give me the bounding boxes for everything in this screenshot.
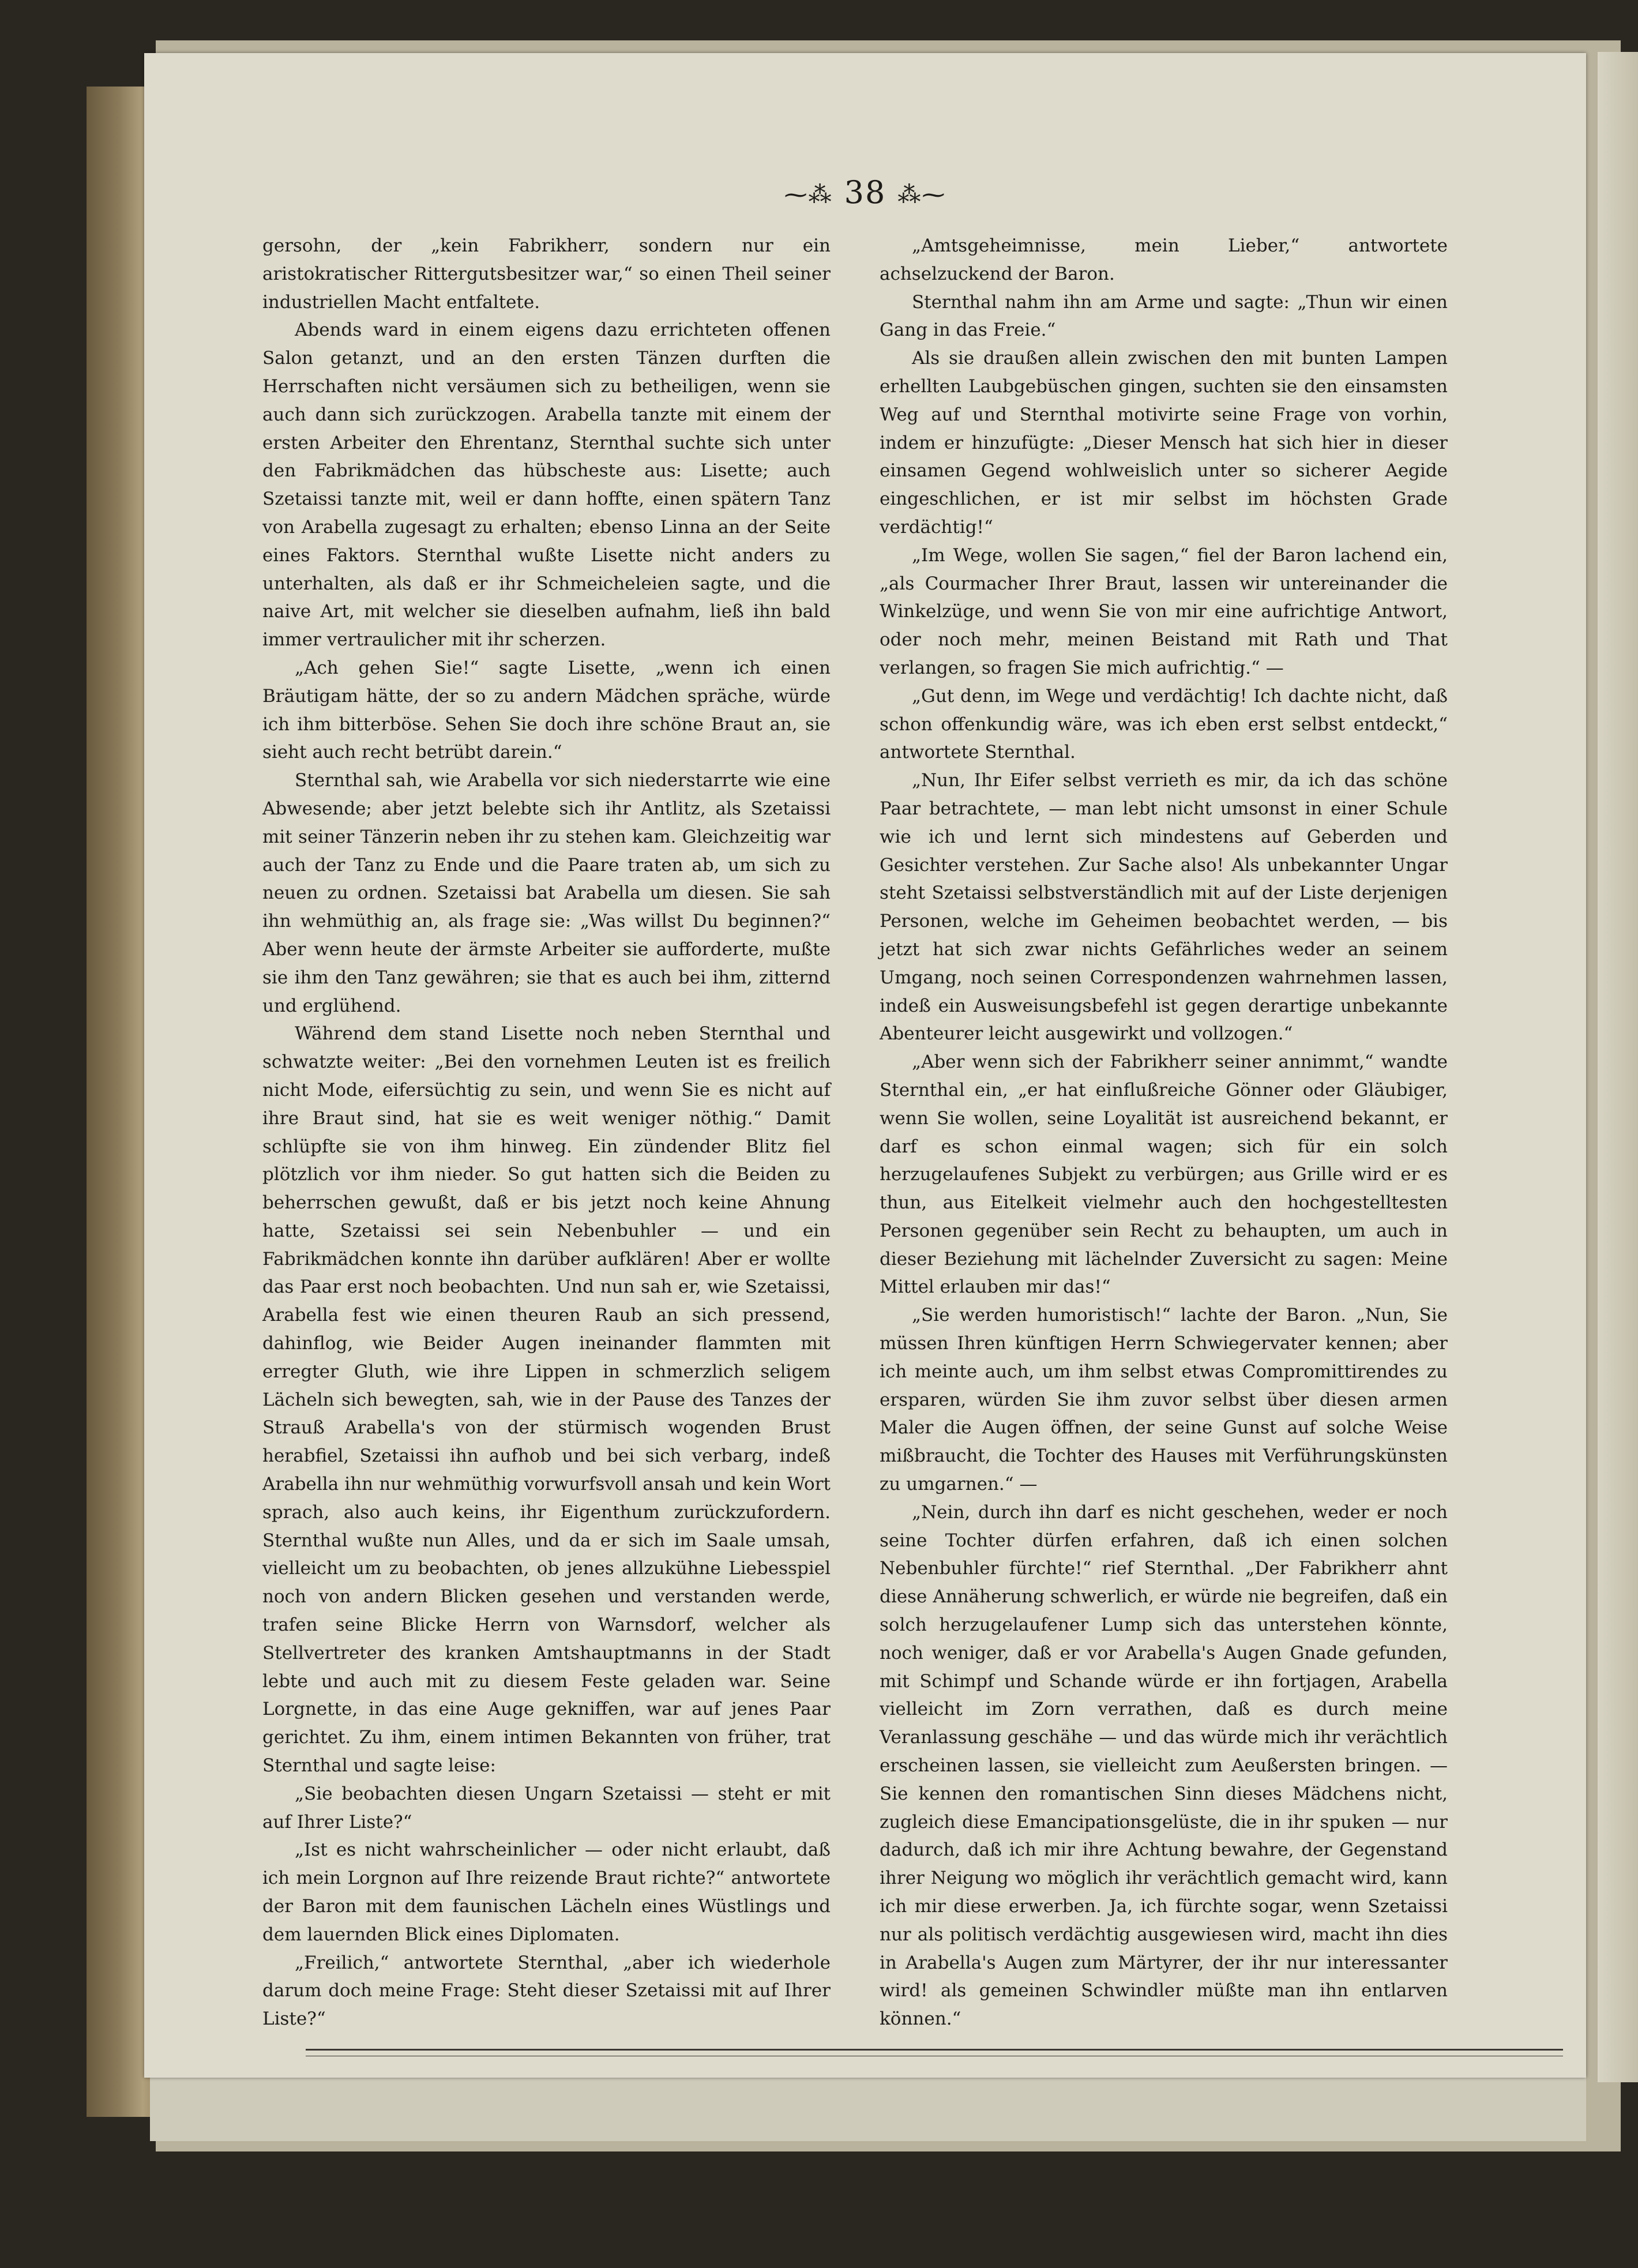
- next-page-edge: [1598, 52, 1638, 2082]
- paragraph: gersohn, der „kein Fabrikherr, sondern nur ein aristokratischer Rittergutsbesitzer war,“ so einen Theil seiner industriellen Macht entfaltete.: [262, 235, 831, 313]
- paragraph: Sternthal sah, wie Arabella vor sich niederstarrte wie eine Abwesende; aber jetzt belebte sich ihr Antlitz, als Szetaissi mit seiner Tänzerin neben ihr zu stehen kam. Gleichzeitig war auch der Tanz zu Ende und die Paare traten ab, um sich zu neuen zu ordnen. Szetaissi bat Arabella um diesen. Sie sah ihn wehmüthig an, als frage sie: „Was willst Du beginnen?“ Aber wenn heute der ärmste Arbeiter sie aufforderte, mußte sie ihm den Tanz gewähren; sie that es auch bei ihm, zitternd und erglühend.: [262, 770, 831, 1016]
- paragraph: „Ist es nicht wahrscheinlicher — oder nicht erlaubt, daß ich mein Lorgnon auf Ihre reizende Braut richte?“ antwortete der Baron mit dem faunischen Lächeln eines Wüstlings und dem lauernden Blick eines Diplomaten.: [262, 1839, 831, 1945]
- page-header: [144, 174, 1586, 211]
- paragraph: Als sie draußen allein zwischen den mit bunten Lampen erhellten Laubgebüschen gingen, suchten sie den einsamsten Weg auf und Sternthal motivirte seine Frage von vorhin, indem er hinzufügte: „Dieser Mensch hat sich hier in dieser einsamen Gegend wohlweislich unter so sicherer Aegide eingeschlichen, er ist mir selbst im höchsten Grade verdächtig!“: [880, 348, 1448, 538]
- paragraph: „Freilich,“ antwortete Sternthal, „aber ich wiederhole darum doch meine Frage: Steht dieser Szetaissi mit auf Ihrer Liste?“: [262, 1952, 831, 2030]
- right-column: [880, 232, 1448, 2033]
- newspaper-page: [144, 53, 1586, 2078]
- paragraph: „Nun, Ihr Eifer selbst verrieth es mir, da ich das schöne Paar betrachtete, — man lebt nicht umsonst in einer Schule wie ich und lernt sich mindestens auf Geberden und Gesichter verstehen. Zur Sache also! Als unbekannter Ungar steht Szetaissi selbstverständlich mit auf der Liste derjenigen Personen, welche im Geheimen beobachtet werden, — bis jetzt hat sich zwar nichts Gefährliches weder an seinem Umgang, noch seinen Correspondenzen wahrnehmen lassen, indeß ein Ausweisungsbefehl ist gegen derartige unbekannte Abenteurer leicht ausgewirkt und vollzogen.“: [880, 770, 1448, 1045]
- paragraph: „Aber wenn sich der Fabrikherr seiner annimmt,“ wandte Sternthal ein, „er hat einflußreiche Gönner oder Gläubiger, wenn Sie wollen, seine Loyalität ist ausreichend bekannt, er darf es schon einmal wagen; sich für ein solch herzugelaufenes Subjekt zu verbürgen; aus Grille wird er es thun, aus Eitelkeit vielmehr auch den hochgestelltesten Personen gegenüber sein Recht zu behaupten, um auch in dieser Beziehung mit lächelnder Zuversicht zu sagen: Meine Mittel erlauben mir das!“: [880, 1052, 1448, 1298]
- paragraph: Sternthal nahm ihn am Arme und sagte: „Thun wir einen Gang in das Freie.“: [880, 291, 1448, 341]
- ornament-right-icon: ⁂⁓: [897, 182, 946, 208]
- paragraph: „Sie beobachten diesen Ungarn Szetaissi — steht er mit auf Ihrer Liste?“: [262, 1783, 831, 1833]
- paragraph: „Sie werden humoristisch!“ lachte der Baron. „Nun, Sie müssen Ihren künftigen Herrn Schwiegervater kennen; aber ich meinte auch, um ihm selbst etwas Compromittirendes zu ersparen, würden Sie ihm zuvor selbst über diesen armen Maler die Augen öffnen, der seine Gunst auf solche Weise mißbraucht, die Tochter des Hauses mit Verführungskünsten zu umgarnen.“ —: [880, 1305, 1448, 1495]
- bottom-rule: [306, 2049, 1563, 2051]
- page-bottom-edge: [150, 2077, 1586, 2141]
- page-number: 38: [844, 174, 886, 211]
- paragraph: „Nein, durch ihn darf es nicht geschehen, weder er noch seine Tochter dürfen erfahren, daß ich einen solchen Nebenbuhler fürchte!“ rief Sternthal. „Der Fabrikherr ahnt diese Annäherung schwerlich, er würde nie begreifen, daß ein solch herzugelaufener Lump sich das unterstehen könnte, noch weniger, daß er vor Arabella's Augen Gnade gefunden, mit Schimpf und Schande würde er ihn fortjagen, Arabella vielleicht im Zorn verrathen, daß es durch meine Veranlassung geschähe — und das würde mich ihr verächtlich erscheinen lassen, sie vielleicht zum Aeußersten bringen. — Sie kennen den romantischen Sinn dieses Mädchens nicht, zugleich diese Emancipationsgelüste, die in ihr spuken — nur dadurch, daß ich mir ihre Achtung bewahre, der Gegenstand ihrer Neigung wo möglich ihr verächtlich gemacht wird, kann ich mir diese erwerben. Ja, ich fürchte sogar, wenn Szetaissi nur als politisch verdächtig ausgewiesen wird, macht ihn dies in Arabella's Augen zum Märtyrer, der ihr nur interessanter wird! als gemeinen Schwindler müßte man ihn entlarven können.“: [880, 1501, 1448, 2030]
- ornament-left-icon: ⁓⁂: [784, 182, 833, 208]
- paragraph: Abends ward in einem eigens dazu errichteten offenen Salon getanzt, und an den ersten Tänzen durften die Herrschaften nicht versäumen sich zu betheiligen, wenn sie auch dann sich zurückzogen. Arabella tanzte mit einem der ersten Arbeiter den Ehrentanz, Sternthal suchte sich unter den Fabrikmädchen das hübscheste aus: Lisette; auch Szetaissi tanzte mit, weil er dann hoffte, einen spätern Tanz von Arabella zugesagt zu erhalten; ebenso Linna an der Seite eines Faktors. Sternthal wußte Lisette nicht anders zu unterhalten, als daß er ihr Schmeicheleien sagte, und die naive Art, mit welcher sie dieselben aufnahm, ließ ihn bald immer vertraulicher mit ihr scherzen.: [262, 320, 831, 651]
- paragraph: „Im Wege, wollen Sie sagen,“ fiel der Baron lachend ein, „als Courmacher Ihrer Braut, lassen wir untereinander die Winkelzüge, und wenn Sie von mir eine aufrichtige Antwort, oder noch mehr, meinen Beistand mit Rath und That verlangen, so fragen Sie mich aufrichtig.“ —: [880, 545, 1448, 678]
- paragraph: „Amtsgeheimnisse, mein Lieber,“ antwortete achselzuckend der Baron.: [880, 235, 1448, 284]
- paragraph: „Ach gehen Sie!“ sagte Lisette, „wenn ich einen Bräutigam hätte, der so zu andern Mädchen spräche, würde ich ihm bitterböse. Sehen Sie doch ihre schöne Braut an, sie sieht auch recht betrübt darein.“: [262, 657, 831, 763]
- paragraph: „Gut denn, im Wege und verdächtig! Ich dachte nicht, daß schon offenkundig wäre, was ich eben erst selbst entdeckt,“ antwortete Sternthal.: [880, 685, 1448, 763]
- paragraph: Während dem stand Lisette noch neben Sternthal und schwatzte weiter: „Bei den vornehmen Leuten ist es freilich nicht Mode, eifersüchtig zu sein, und wenn Sie es nicht auf ihre Braut sind, hat sie es weit weniger nöthig.“ Damit schlüpfte sie von ihm hinweg. Ein zündender Blitz fiel plötzlich vor ihm nieder. So gut hatten sich die Beiden zu beherrschen gewußt, daß er bis jetzt noch keine Ahnung hatte, Szetaissi sei sein Nebenbuhler — und ein Fabrikmädchen konnte ihn darüber aufklären! Aber er wollte das Paar erst noch beobachten. Und nun sah er, wie Szetaissi, Arabella fest wie einen theuren Raub an sich pressend, dahinflog, wie Beider Augen ineinander flammten mit erregter Gluth, wie ihre Lippen in schmerzlich seligem Lächeln sich bewegten, sah, wie in der Pause des Tanzes der Strauß Arabella's von der stürmisch wogenden Brust herabfiel, Szetaissi ihn aufhob und bei sich verbarg, indeß Arabella ihn nur wehmüthig vorwurfsvoll ansah und kein Wort sprach, also auch keins, ihr Eigenthum zurückzufordern. Sternthal wußte nun Alles, und da er sich im Saale umsah, vielleicht um zu beobachten, ob jenes allzukühne Liebesspiel noch von andern Blicken gesehen und verstanden werde, trafen seine Blicke Herrn von Warnsdorf, welcher als Stellvertreter des kranken Amtshauptmanns in der Stadt lebte und auch mit zu diesem Feste geladen war. Seine Lorgnette, in das eine Auge gekniffen, war auf jenes Paar gerichtet. Zu ihm, einem intimen Bekannten von früher, trat Sternthal und sagte leise:: [262, 1023, 831, 1777]
- left-column: [262, 232, 831, 2033]
